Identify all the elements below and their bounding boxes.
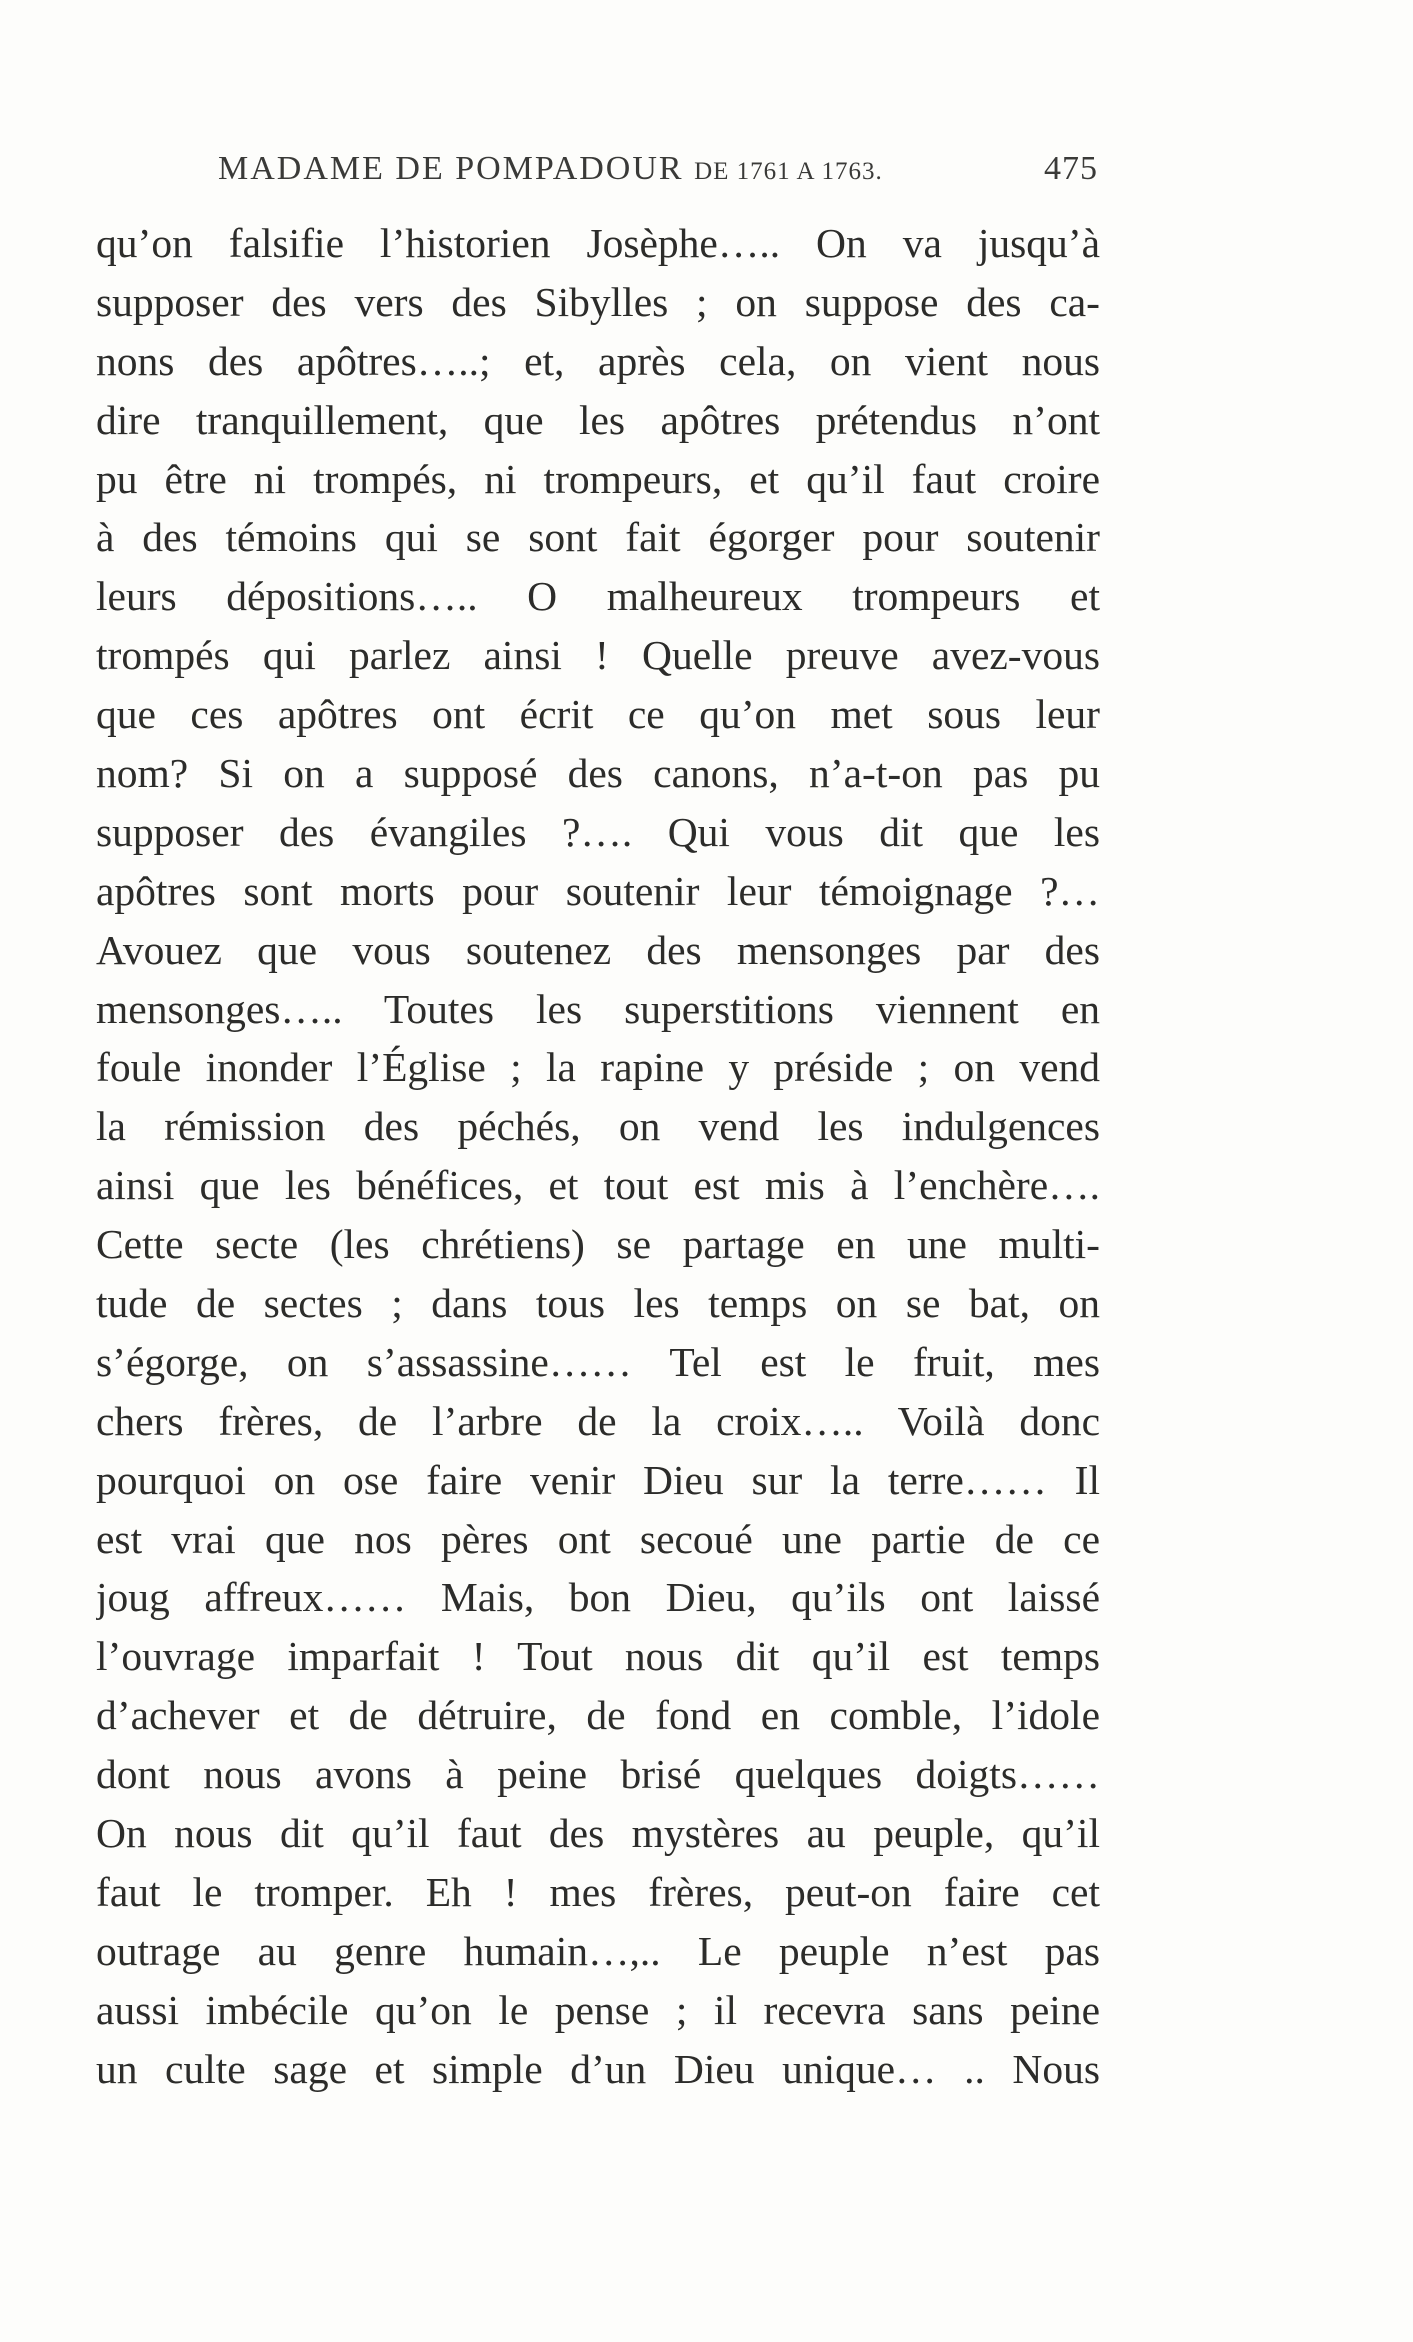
text-line: outrage au genre humain…,.. Le peuple n’est pas <box>96 1927 1100 1974</box>
text-line: joug affreux…… Mais, bon Dieu, qu’ils ont laissé <box>96 1574 1100 1621</box>
text-line: nons des apôtres…..; et, après cela, on vient nous <box>96 337 1100 384</box>
running-head-title <box>218 150 883 188</box>
text-line: Avouez que vous soutenez des mensonges par des <box>96 926 1100 973</box>
text-line: pu être ni trompés, ni trompeurs, et qu’il faut croire <box>96 455 1100 502</box>
text-line: trompés qui parlez ainsi ! Quelle preuve avez-vous <box>96 632 1100 679</box>
text-line: qu’on falsifie l’historien Josèphe….. On va jusqu’à <box>96 220 1100 266</box>
text-line: supposer des vers des Sibylles ; on suppose des ca- <box>96 278 1100 325</box>
text-line: foule inonder l’Église ; la rapine y préside ; on vend <box>96 1044 1100 1091</box>
text-line: leurs dépositions….. O malheureux trompeurs et <box>96 573 1100 620</box>
text-line: aussi imbécile qu’on le pense ; il recevra sans peine <box>96 1986 1100 2033</box>
text-line: tude de sectes ; dans tous les temps on se bat, on <box>96 1280 1100 1327</box>
text-line: On nous dit qu’il faut des mystères au peuple, qu’il <box>96 1810 1100 1857</box>
text-line: la rémission des péchés, on vend les indulgences <box>96 1103 1100 1150</box>
body-text <box>96 214 1100 2099</box>
running-head-title-tail: DE 1761 A 1763. <box>694 158 883 185</box>
text-line: à des témoins qui se sont fait égorger pour soutenir <box>96 514 1100 561</box>
running-head-title-main: MADAME DE POMPADOUR <box>218 150 684 187</box>
text-line: l’ouvrage imparfait ! Tout nous dit qu’il est temps <box>96 1633 1100 1680</box>
text-line: faut le tromper. Eh ! mes frères, peut-on faire cet <box>96 1868 1100 1915</box>
text-line: apôtres sont morts pour soutenir leur témoignage ?… <box>96 867 1100 914</box>
page-number: 475 <box>1044 150 1098 187</box>
text-line: dire tranquillement, que les apôtres prétendus n’ont <box>96 396 1100 443</box>
text-line: supposer des évangiles ?…. Qui vous dit que les <box>96 808 1100 855</box>
text-line: dont nous avons à peine brisé quelques doigts…… <box>96 1751 1100 1798</box>
text-line: ainsi que les bénéfices, et tout est mis à l’enchère…. <box>96 1162 1100 1209</box>
text-line: s’égorge, on s’assassine…… Tel est le fruit, mes <box>96 1338 1100 1385</box>
text-line: Cette secte (les chrétiens) se partage en une multi- <box>96 1221 1100 1268</box>
text-line: pourquoi on ose faire venir Dieu sur la terre…… Il <box>96 1456 1100 1503</box>
text-line: un culte sage et simple d’un Dieu unique… .. Nous <box>96 2045 1100 2092</box>
text-line: que ces apôtres ont écrit ce qu’on met sous leur <box>96 691 1100 738</box>
text-line: nom? Si on a supposé des canons, n’a-t-on pas pu <box>96 750 1100 797</box>
running-head <box>218 150 1098 200</box>
text-line: est vrai que nos pères ont secoué une partie de ce <box>96 1515 1100 1562</box>
text-line: d’achever et de détruire, de fond en comble, l’idole <box>96 1692 1100 1739</box>
text-line: chers frères, de l’arbre de la croix….. Voilà donc <box>96 1397 1100 1444</box>
text-line: mensonges….. Toutes les superstitions viennent en <box>96 985 1100 1032</box>
